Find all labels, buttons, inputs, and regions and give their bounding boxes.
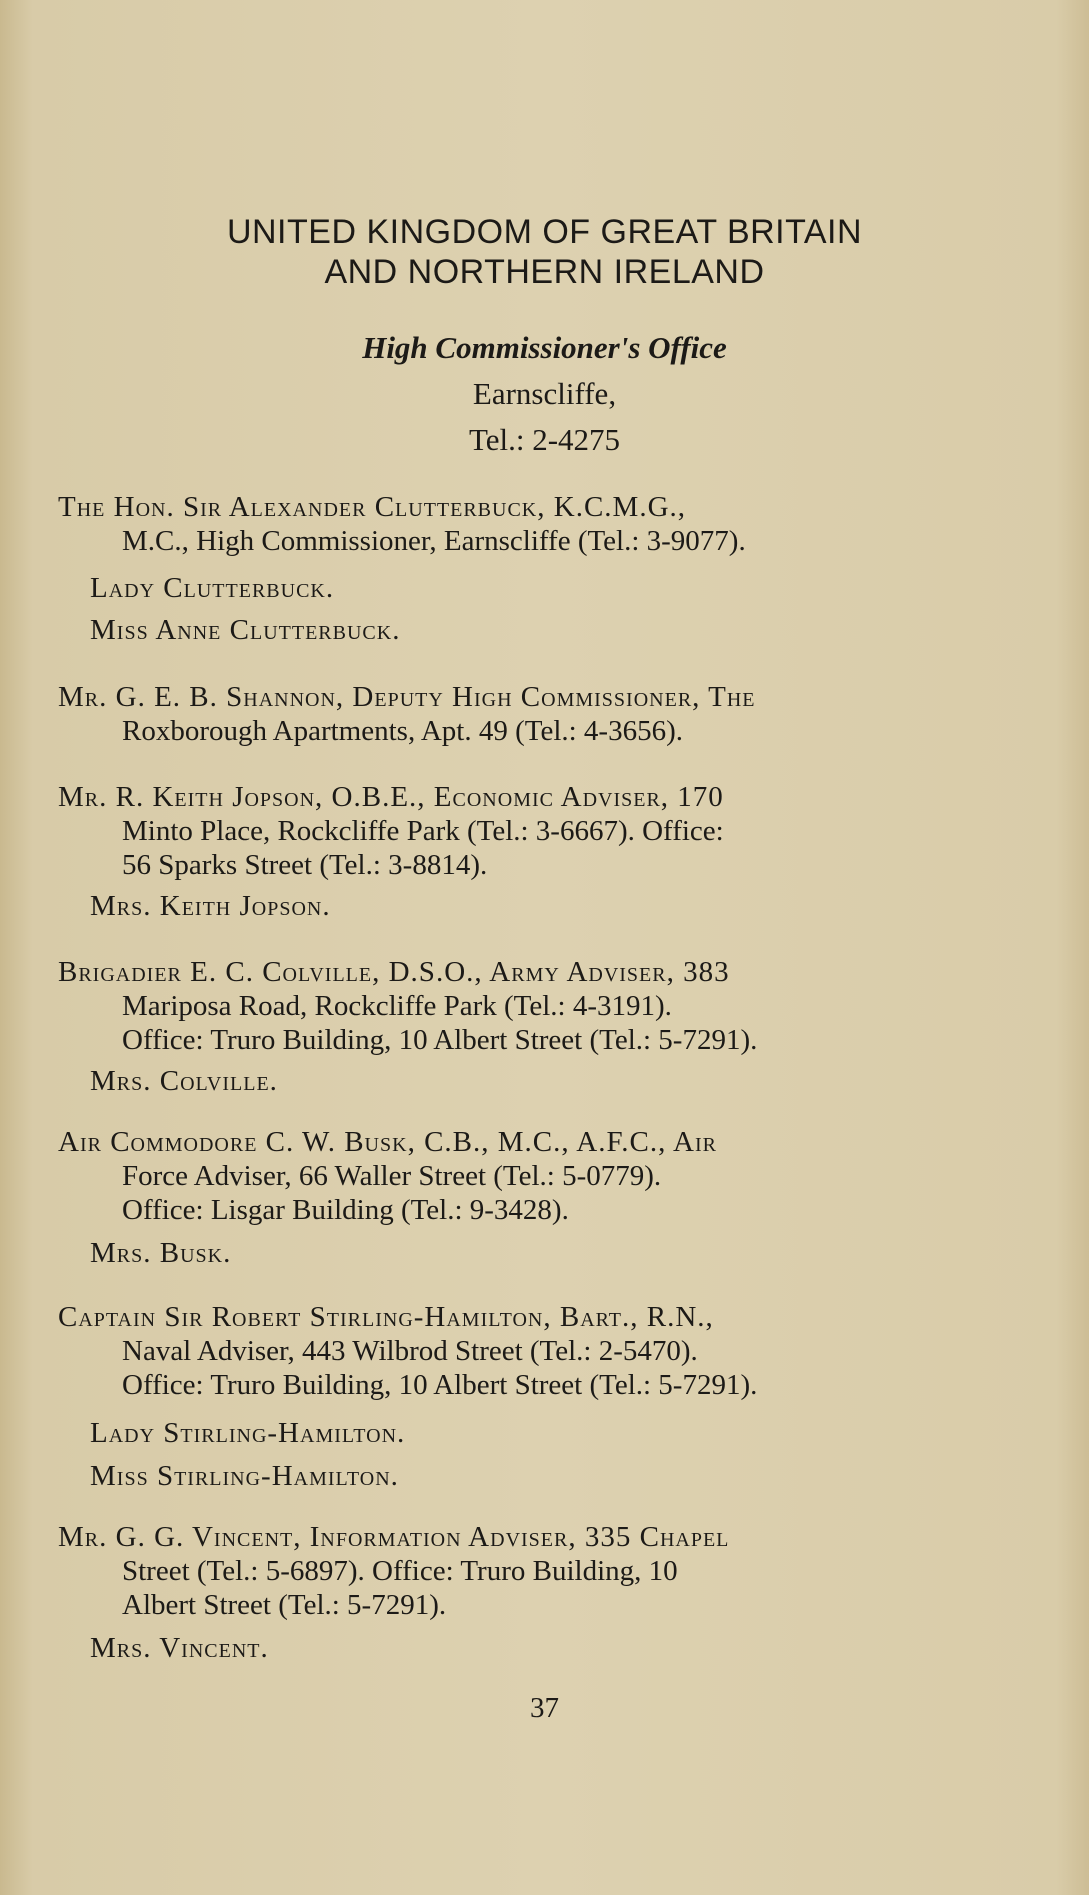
office-tel: Tel.: 2-4275: [468, 422, 621, 457]
spouse-entry: Lady Stirling-Hamilton.: [90, 1417, 406, 1449]
entry-continuation: Office: Lisgar Building (Tel.: 9-3428).: [122, 1194, 569, 1226]
entry-continuation: Office: Truro Building, 10 Albert Street (Tel.: 5-7291).: [122, 1369, 758, 1401]
entry-continuation: Albert Street (Tel.: 5-7291).: [122, 1589, 447, 1621]
heading-line-2: AND NORTHERN IRELAND: [324, 253, 765, 291]
entry-continuation: M.C., High Commissioner, Earnscliffe (Tel.: 3-9077).: [122, 525, 746, 557]
entry-economic-adviser: [58, 780, 948, 882]
entry-continuation: Roxborough Apartments, Apt. 49 (Tel.: 4-3656).: [122, 715, 683, 747]
spouse-entry: Mrs. Busk.: [90, 1237, 232, 1269]
entry-continuation: Mariposa Road, Rockcliffe Park (Tel.: 4-3191).: [122, 990, 672, 1022]
entry-continuation: 56 Sparks Street (Tel.: 3-8814).: [122, 849, 488, 881]
entry-army-adviser: [58, 955, 948, 1057]
entry-lead: Brigadier E. C. Colville, D.S.O., Army Adviser, 383: [58, 956, 730, 988]
entry-lead: Mr. G. G. Vincent, Information Adviser, 335 Chapel: [58, 1521, 730, 1553]
spouse-entry: Mrs. Colville.: [90, 1065, 278, 1097]
entry-lead: The Hon. Sir Alexander Clutterbuck, K.C.M.G.,: [58, 491, 687, 523]
entry-continuation: Minto Place, Rockcliffe Park (Tel.: 3-6667). Office:: [122, 815, 724, 847]
office-address: Earnscliffe,: [472, 376, 617, 411]
heading-line-1: UNITED KINGDOM OF GREAT BRITAIN: [226, 213, 863, 251]
spouse-entry: Miss Stirling-Hamilton.: [90, 1460, 399, 1492]
entry-high-commissioner: [58, 490, 948, 558]
page-number: 37: [530, 1692, 559, 1724]
entry-lead: Mr. R. Keith Jopson, O.B.E., Economic Adviser, 170: [58, 781, 724, 813]
spouse-entry: Miss Anne Clutterbuck.: [90, 614, 401, 646]
entry-information-adviser: [58, 1520, 948, 1622]
entry-lead: Mr. G. E. B. Shannon, Deputy High Commissioner, The: [58, 681, 756, 713]
spouse-entry: Lady Clutterbuck.: [90, 572, 335, 604]
entry-naval-adviser: [58, 1300, 948, 1402]
entry-lead: Air Commodore C. W. Busk, C.B., M.C., A.F.C., Air: [58, 1126, 717, 1158]
entry-continuation: Office: Truro Building, 10 Albert Street (Tel.: 5-7291).: [122, 1024, 758, 1056]
entry-continuation: Force Adviser, 66 Waller Street (Tel.: 5-0779).: [122, 1160, 662, 1192]
spouse-entry: Mrs. Vincent.: [90, 1632, 269, 1664]
entry-air-force-adviser: [58, 1125, 948, 1227]
entry-continuation: Naval Adviser, 443 Wilbrod Street (Tel.: 2-5470).: [122, 1335, 698, 1367]
entry-continuation: Street (Tel.: 5-6897). Office: Truro Building, 10: [122, 1555, 678, 1587]
office-name: High Commissioner's Office: [362, 330, 727, 365]
spouse-entry: Mrs. Keith Jopson.: [90, 890, 331, 922]
entry-lead: Captain Sir Robert Stirling-Hamilton, Bart., R.N.,: [58, 1301, 714, 1333]
entry-deputy-high-commissioner: [58, 680, 948, 748]
